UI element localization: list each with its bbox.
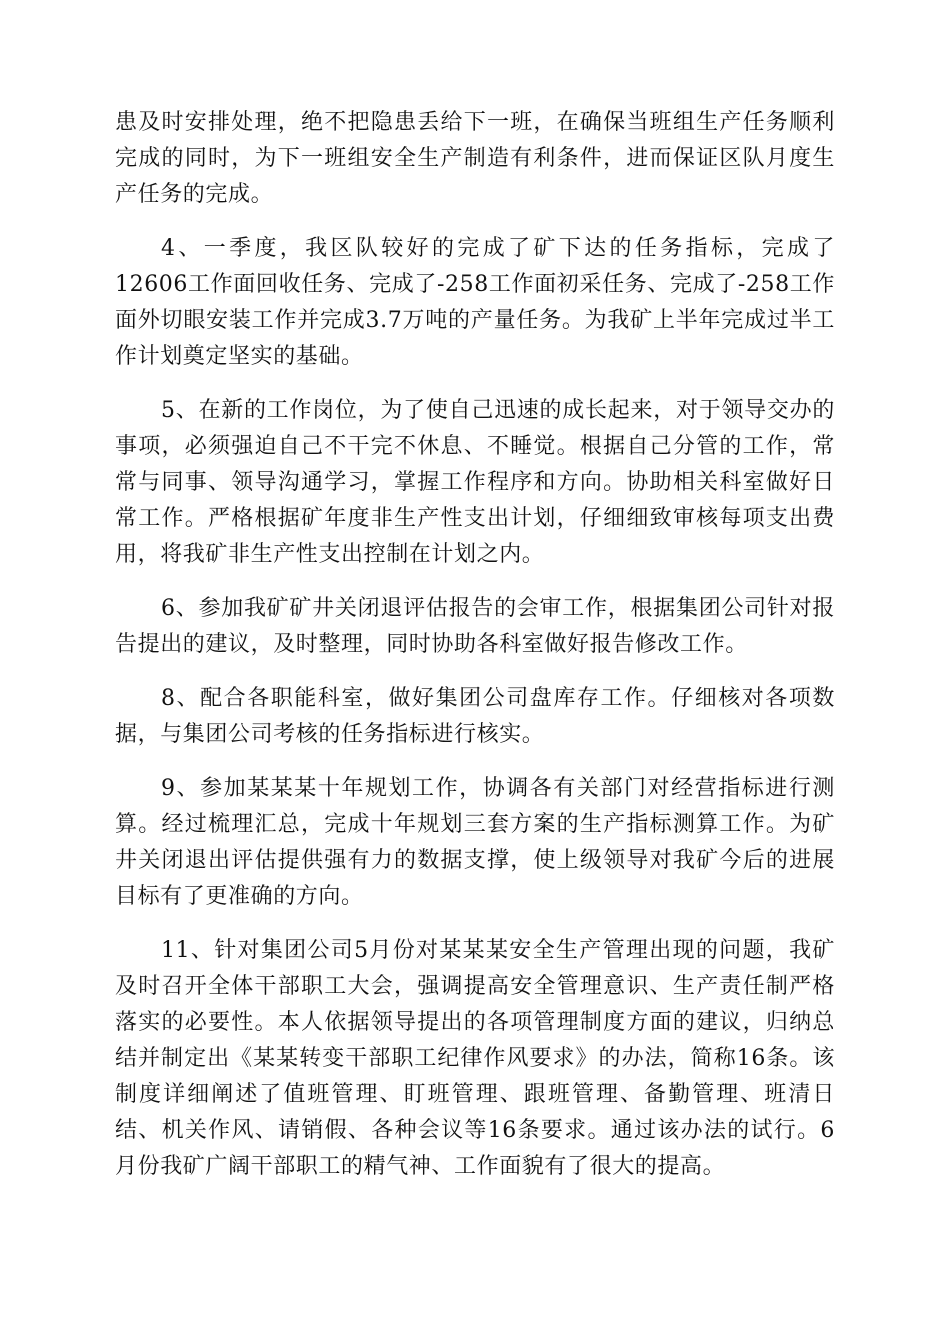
- paragraph-item-11: 11、针对集团公司5月份对某某某安全生产管理出现的问题，我矿及时召开全体干部职工大会，强调提高安全管理意识、生产责任制严格落实的必要性。本人依据领导提出的各项管理制度方面的建议，归纳总结并制定出《某某转变干部职工纪律作风要求》的办法，简称16条。该制度详细阐述了值班管理、盯班管理、跟班管理、备勤管理、班清日结、机关作风、请销假、各种会议等16条要求。通过该办法的试行。6月份我矿广阔干部职工的精气神、工作面貌有了很大的提高。: [115, 938, 835, 1179]
- paragraph-item-9: 9、参加某某某十年规划工作，协调各有关部门对经营指标进行测算。经过梳理汇总，完成十年规划三套方案的生产指标测算工作。为矿井关闭退出评估提供强有力的数据支撑，使上级领导对我矿今后的进展目标有了更准确的方向。: [115, 776, 835, 909]
- paragraph-item-6: 6、参加我矿矿井关闭退评估报告的会审工作，根据集团公司针对报告提出的建议，及时整理，同时协助各科室做好报告修改工作。: [115, 596, 835, 657]
- paragraph-item-5: 5、在新的工作岗位，为了使自己迅速的成长起来，对于领导交办的事项，必须强迫自己不干完不休息、不睡觉。根据自己分管的工作，常常与同事、领导沟通学习，掌握工作程序和方向。协助相关科室做好日常工作。严格根据矿年度非生产性支出计划，仔细细致审核每项支出费用，将我矿非生产性支出控制在计划之内。: [115, 398, 835, 567]
- paragraph-item-8: 8、配合各职能科室，做好集团公司盘库存工作。仔细核对各项数据，与集团公司考核的任务指标进行核实。: [115, 686, 835, 747]
- paragraph-continuation: 患及时安排处理，绝不把隐患丢给下一班，在确保当班组生产任务顺利完成的同时，为下一班组安全生产制造有利条件，进而保证区队月度生产任务的完成。: [115, 110, 835, 207]
- paragraph-item-4: 4、一季度，我区队较好的完成了矿下达的任务指标，完成了12606工作面回收任务、完成了-258工作面初采任务、完成了-258工作面外切眼安装工作并完成3.7万吨的产量任务。为我矿上半年完成过半工作计划奠定坚实的基础。: [115, 236, 835, 369]
